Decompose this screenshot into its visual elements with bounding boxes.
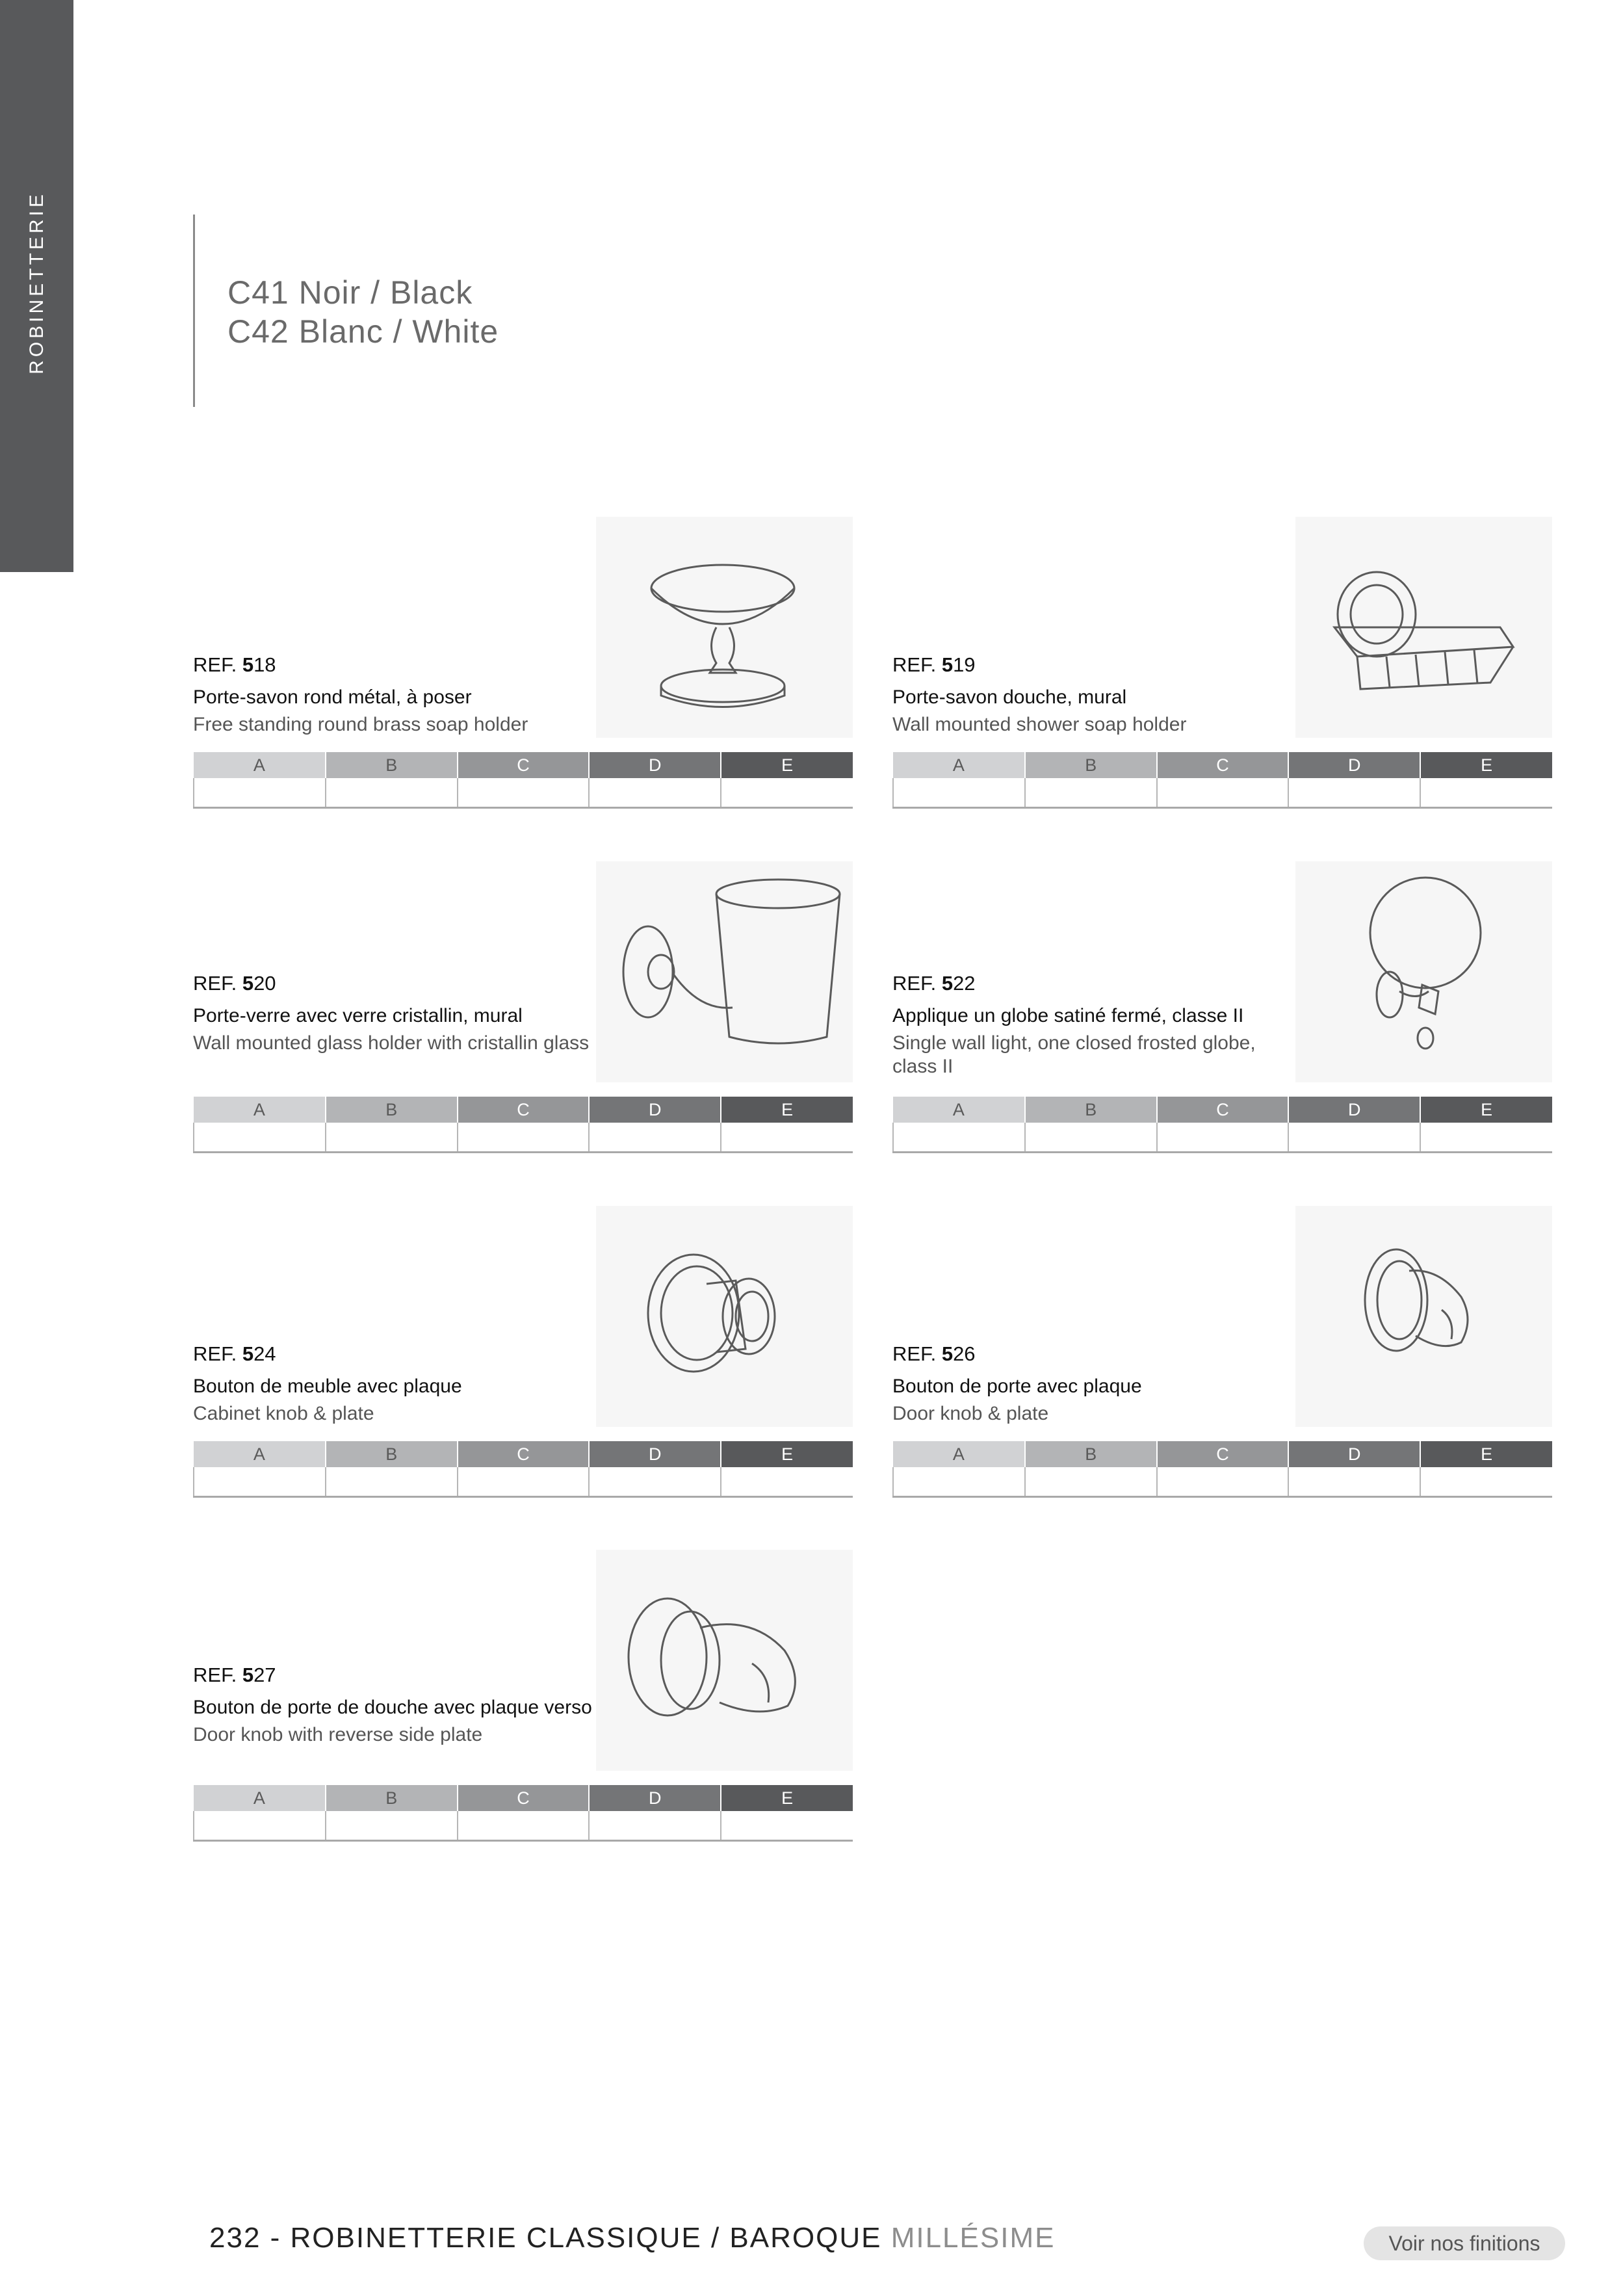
title-en: Free standing round brass soap holder bbox=[193, 714, 528, 735]
finish-cell bbox=[194, 1467, 326, 1497]
finish-cell bbox=[1157, 778, 1289, 808]
finish-col-d: D bbox=[589, 752, 721, 778]
finish-cell bbox=[589, 1811, 721, 1841]
product-524 bbox=[193, 1206, 853, 1505]
finish-col-e: E bbox=[721, 752, 853, 778]
finish-col-d: D bbox=[1288, 752, 1420, 778]
finish-cell bbox=[721, 1467, 853, 1497]
side-tab bbox=[0, 0, 73, 572]
finish-table bbox=[193, 1441, 853, 1498]
finish-cell bbox=[893, 1467, 1025, 1497]
product-520 bbox=[193, 861, 853, 1160]
finish-col-e: E bbox=[721, 1785, 853, 1811]
finish-col-a: A bbox=[893, 752, 1025, 778]
finish-col-b: B bbox=[326, 1097, 458, 1123]
title-fr: Porte-savon douche, mural bbox=[892, 686, 1127, 708]
finish-cell bbox=[1420, 778, 1552, 808]
ref-number: REF. 524 bbox=[193, 1342, 276, 1365]
finish-col-d: D bbox=[1288, 1097, 1420, 1123]
title-fr: Porte-verre avec verre cristallin, mural bbox=[193, 1005, 523, 1026]
finish-col-c: C bbox=[458, 752, 590, 778]
finish-col-c: C bbox=[1157, 752, 1289, 778]
finish-table bbox=[193, 1097, 853, 1153]
finish-cell bbox=[326, 1811, 458, 1841]
ref-number: REF. 526 bbox=[892, 1342, 976, 1365]
finish-cell bbox=[326, 1467, 458, 1497]
finish-col-c: C bbox=[458, 1097, 590, 1123]
title-fr: Bouton de porte de douche avec plaque verso bbox=[193, 1697, 592, 1718]
finish-cell bbox=[1025, 778, 1157, 808]
soap-basket-icon bbox=[1295, 517, 1552, 738]
finish-col-b: B bbox=[1025, 1097, 1157, 1123]
finish-cell bbox=[893, 778, 1025, 808]
finish-cell bbox=[589, 1123, 721, 1153]
see-finishes-button[interactable]: Voir nos finitions bbox=[1364, 2226, 1565, 2260]
finish-col-e: E bbox=[721, 1097, 853, 1123]
finish-table bbox=[193, 752, 853, 809]
finish-cell bbox=[721, 778, 853, 808]
finish-cell bbox=[1420, 1123, 1552, 1153]
finish-col-a: A bbox=[893, 1441, 1025, 1467]
finish-cell bbox=[194, 1123, 326, 1153]
ref-number: REF. 519 bbox=[892, 653, 976, 676]
finish-cell bbox=[1288, 1123, 1420, 1153]
cabinet-knob-icon bbox=[596, 1206, 853, 1427]
title-fr: Applique un globe satiné fermé, classe II bbox=[892, 1005, 1244, 1026]
finish-col-e: E bbox=[721, 1441, 853, 1467]
title-fr: Porte-savon rond métal, à poser bbox=[193, 686, 472, 708]
title-en: Door knob with reverse side plate bbox=[193, 1724, 483, 1745]
door-knob-icon bbox=[1295, 1206, 1552, 1427]
title-en: Door knob & plate bbox=[892, 1403, 1049, 1424]
finish-cell bbox=[194, 1811, 326, 1841]
finish-cell bbox=[589, 1467, 721, 1497]
product-527 bbox=[193, 1550, 853, 1849]
finish-col-e: E bbox=[1420, 752, 1552, 778]
globe-light-icon bbox=[1295, 861, 1552, 1082]
footer-title: 232 - ROBINETTERIE CLASSIQUE / BAROQUE bbox=[209, 2222, 882, 2254]
finish-table bbox=[193, 1785, 853, 1842]
ref-number: REF. 518 bbox=[193, 653, 276, 676]
finish-cell bbox=[458, 1811, 590, 1841]
product-526 bbox=[892, 1206, 1552, 1505]
finish-cell bbox=[326, 778, 458, 808]
finish-col-a: A bbox=[194, 1785, 326, 1811]
finish-cell bbox=[589, 778, 721, 808]
finish-cell bbox=[893, 1123, 1025, 1153]
finish-list bbox=[193, 215, 499, 407]
ref-number: REF. 527 bbox=[193, 1663, 276, 1686]
finish-item: C41 Noir / Black bbox=[227, 274, 473, 311]
finish-item: C42 Blanc / White bbox=[227, 313, 499, 350]
finish-col-e: E bbox=[1420, 1441, 1552, 1467]
title-en: Wall mounted shower soap holder bbox=[892, 714, 1187, 735]
finish-cell bbox=[194, 778, 326, 808]
product-518 bbox=[193, 517, 853, 816]
soap-dish-icon bbox=[596, 517, 853, 738]
shower-door-knob-icon bbox=[596, 1550, 853, 1771]
finish-cell bbox=[1420, 1467, 1552, 1497]
page-footer bbox=[209, 2222, 1055, 2254]
finish-col-a: A bbox=[194, 752, 326, 778]
footer-brand: MILLÉSIME bbox=[890, 2222, 1056, 2254]
finish-col-a: A bbox=[194, 1441, 326, 1467]
finish-cell bbox=[458, 778, 590, 808]
finish-cell bbox=[1157, 1467, 1289, 1497]
finish-col-d: D bbox=[589, 1097, 721, 1123]
product-519 bbox=[892, 517, 1552, 816]
title-fr: Bouton de porte avec plaque bbox=[892, 1376, 1142, 1397]
finish-table bbox=[892, 1097, 1552, 1153]
title-en: Cabinet knob & plate bbox=[193, 1403, 374, 1424]
title-en: Single wall light, one closed frosted globe, class II bbox=[892, 1032, 1256, 1077]
finish-cell bbox=[1025, 1123, 1157, 1153]
title-en: Wall mounted glass holder with cristallin glass bbox=[193, 1032, 590, 1054]
finish-col-d: D bbox=[1288, 1441, 1420, 1467]
finish-col-a: A bbox=[893, 1097, 1025, 1123]
finish-col-e: E bbox=[1420, 1097, 1552, 1123]
ref-number: REF. 522 bbox=[892, 972, 976, 995]
finish-cell bbox=[1025, 1467, 1157, 1497]
title-fr: Bouton de meuble avec plaque bbox=[193, 1376, 462, 1397]
product-522 bbox=[892, 861, 1552, 1160]
finish-col-b: B bbox=[326, 1441, 458, 1467]
finish-col-c: C bbox=[458, 1441, 590, 1467]
side-tab-label: ROBINETTERIE bbox=[25, 191, 47, 374]
finish-cell bbox=[1288, 778, 1420, 808]
glass-holder-icon bbox=[596, 861, 853, 1082]
finish-cell bbox=[1288, 1467, 1420, 1497]
finish-col-c: C bbox=[1157, 1097, 1289, 1123]
finish-table bbox=[892, 752, 1552, 809]
finish-col-c: C bbox=[458, 1785, 590, 1811]
finish-cell bbox=[721, 1811, 853, 1841]
finish-col-b: B bbox=[1025, 752, 1157, 778]
finish-cell bbox=[458, 1123, 590, 1153]
finish-col-d: D bbox=[589, 1441, 721, 1467]
finish-cell bbox=[458, 1467, 590, 1497]
finish-table bbox=[892, 1441, 1552, 1498]
finish-col-b: B bbox=[1025, 1441, 1157, 1467]
ref-number: REF. 520 bbox=[193, 972, 276, 995]
finish-col-b: B bbox=[326, 1785, 458, 1811]
finish-col-a: A bbox=[194, 1097, 326, 1123]
finish-col-b: B bbox=[326, 752, 458, 778]
finish-col-c: C bbox=[1157, 1441, 1289, 1467]
finish-col-d: D bbox=[589, 1785, 721, 1811]
finish-cell bbox=[1157, 1123, 1289, 1153]
finish-cell bbox=[326, 1123, 458, 1153]
finish-cell bbox=[721, 1123, 853, 1153]
